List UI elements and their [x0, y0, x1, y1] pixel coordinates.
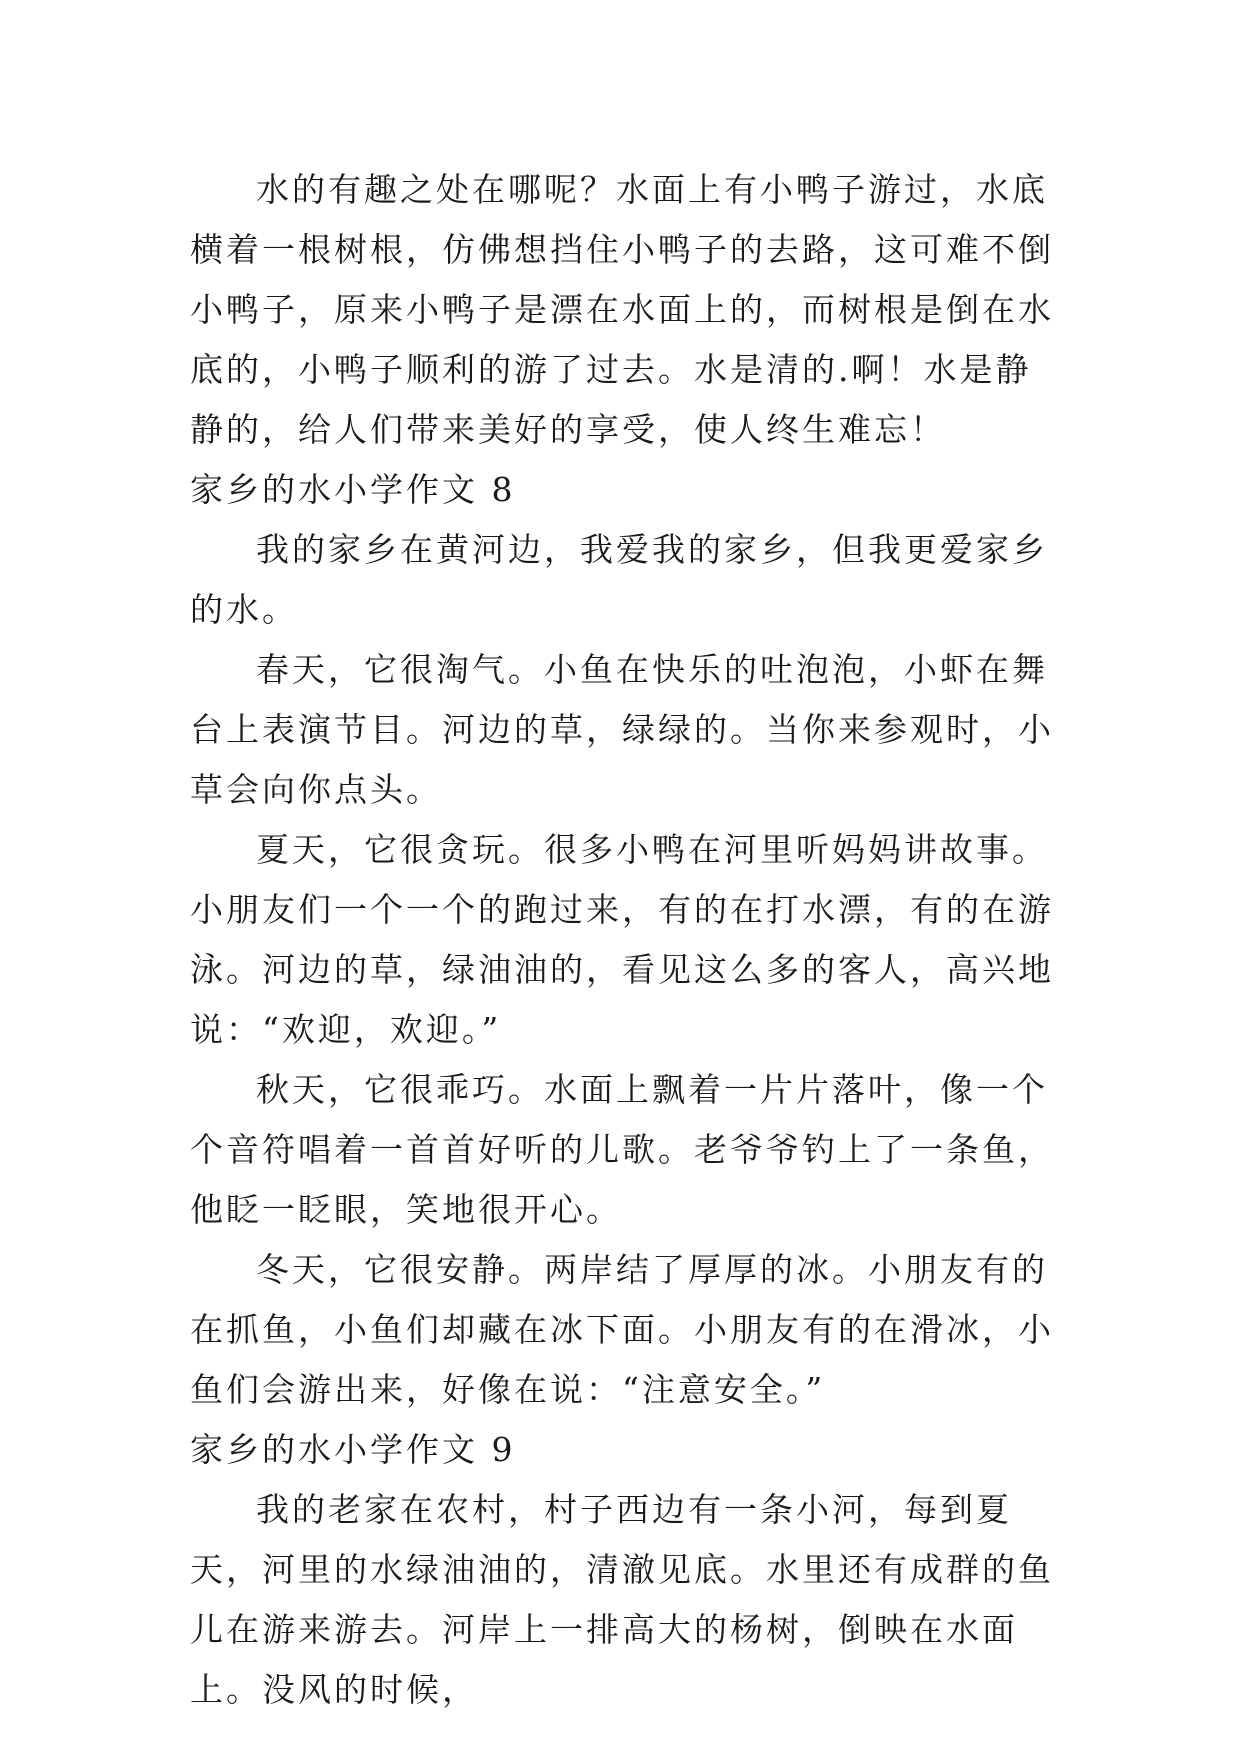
section-heading: 家乡的水小学作文 8 — [190, 470, 516, 509]
paragraph: 我的老家在农村，村子西边有一条小河，每到夏天，河里的水绿油油的，清澈见底。水里还有成群的鱼儿在游来游去。河岸上一排高大的杨树，倒映在水面上。没风的时候， — [190, 1490, 1054, 1709]
paragraph: 水的有趣之处在哪呢？水面上有小鸭子游过，水底横着一根树根，仿佛想挡住小鸭子的去路，这可难不倒小鸭子，原来小鸭子是漂在水面上的，而树根是倒在水底的，小鸭子顺利的游了过去。水是清的.啊！水是静静的，给人们带来美好的享受，使人终生难忘！ — [190, 170, 1054, 449]
paragraph: 我的家乡在黄河边，我爱我的家乡，但我更爱家乡的水。 — [190, 530, 1048, 629]
paragraph: 春天，它很淘气。小鱼在快乐的吐泡泡，小虾在舞台上表演节目。河边的草，绿绿的。当你来参观时，小草会向你点头。 — [190, 650, 1054, 809]
document-body — [190, 160, 1060, 1720]
paragraph: 秋天，它很乖巧。水面上飘着一片片落叶，像一个个音符唱着一首首好听的儿歌。老爷爷钓上了一条鱼，他眨一眨眼，笑地很开心。 — [190, 1070, 1054, 1229]
paragraph: 冬天，它很安静。两岸结了厚厚的冰。小朋友有的在抓鱼，小鱼们却藏在冰下面。小朋友有的在滑冰，小鱼们会游出来，好像在说：“注意安全。” — [190, 1250, 1054, 1409]
paragraph: 夏天，它很贪玩。很多小鸭在河里听妈妈讲故事。小朋友们一个一个的跑过来，有的在打水漂，有的在游泳。河边的草，绿油油的，看见这么多的客人，高兴地说：“欢迎，欢迎。” — [190, 830, 1054, 1049]
section-heading: 家乡的水小学作文 9 — [190, 1430, 516, 1469]
